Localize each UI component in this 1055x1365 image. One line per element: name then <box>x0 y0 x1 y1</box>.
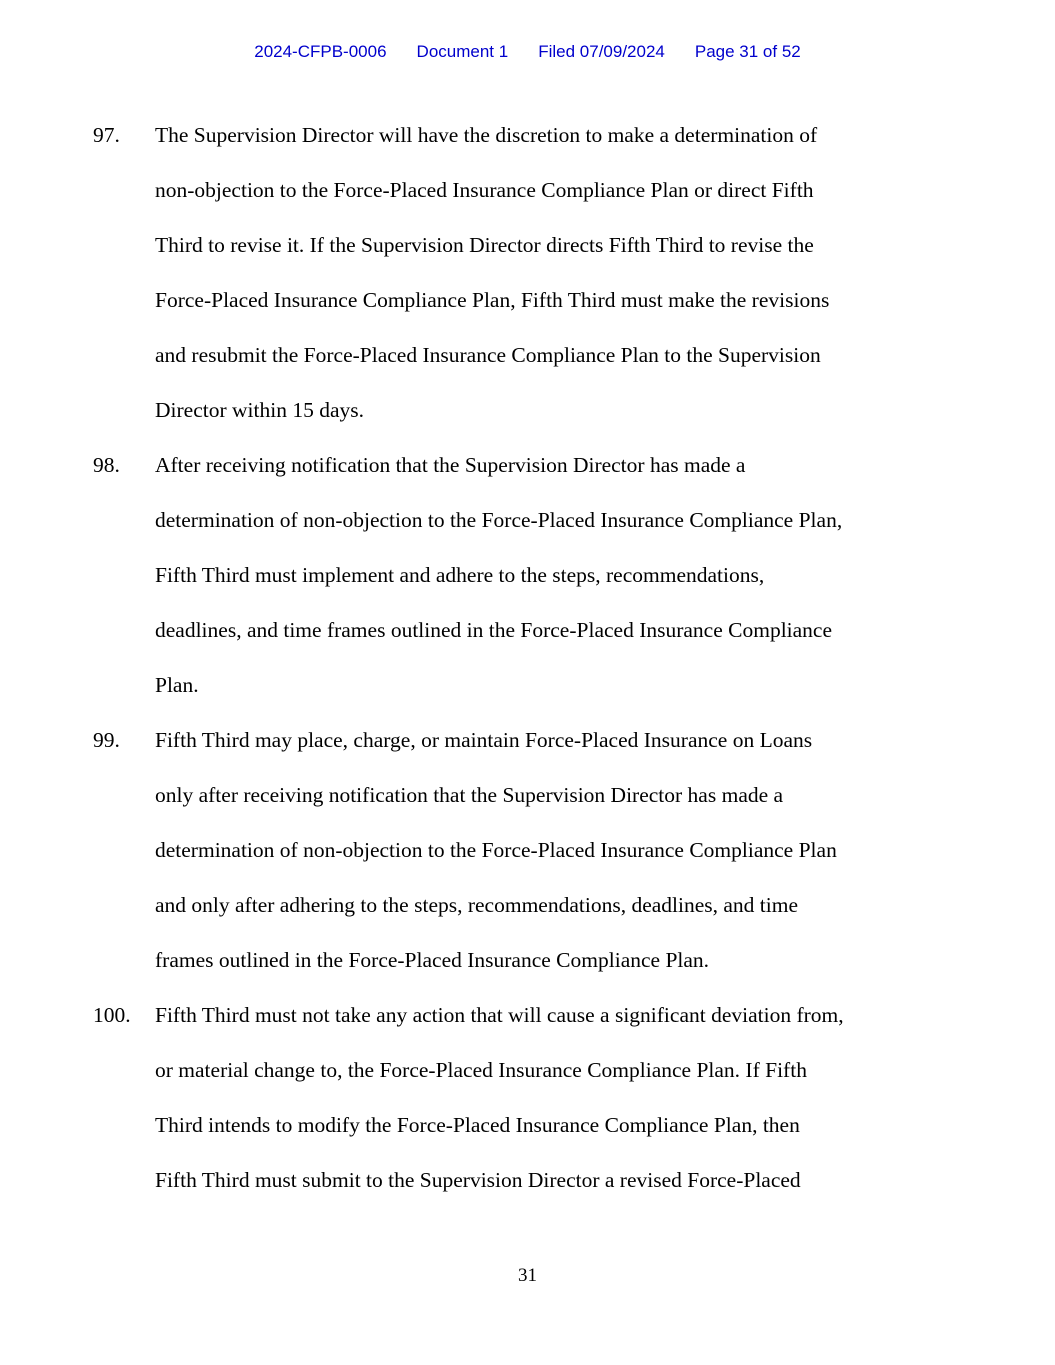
text-line: Fifth Third must submit to the Supervision Director a revised Force-Placed <box>155 1168 801 1192</box>
paragraph-number: 97. <box>93 123 120 147</box>
paragraph-number: 100. <box>93 1003 131 1027</box>
text-line: Fifth Third may place, charge, or maintain Force-Placed Insurance on Loans <box>155 728 813 752</box>
filed-date-label: Filed 07/09/2024 <box>538 42 665 61</box>
text-line: only after receiving notification that the Supervision Director has made a <box>155 783 784 807</box>
text-line: non-objection to the Force-Placed Insurance Compliance Plan or direct Fifth <box>155 178 814 202</box>
numbered-paragraph <box>0 438 1055 713</box>
text-line: determination of non-objection to the Force-Placed Insurance Compliance Plan <box>155 838 837 862</box>
text-line: Plan. <box>155 673 199 697</box>
case-number: 2024-CFPB-0006 <box>254 42 387 61</box>
page-number: 31 <box>518 1265 537 1286</box>
text-line: After receiving notification that the Supervision Director has made a <box>155 453 746 477</box>
text-line: Fifth Third must implement and adhere to the steps, recommendations, <box>155 563 765 587</box>
text-line: determination of non-objection to the Force-Placed Insurance Compliance Plan, <box>155 508 843 532</box>
court-filing-stamp <box>0 0 1055 62</box>
paragraph-text <box>155 108 1055 438</box>
numbered-paragraph <box>0 988 1055 1208</box>
paragraph-text <box>155 438 1055 713</box>
text-line: and only after adhering to the steps, recommendations, deadlines, and time <box>155 893 799 917</box>
text-line: Fifth Third must not take any action that will cause a significant deviation from, <box>155 1003 844 1027</box>
document-body <box>0 108 1055 1208</box>
text-line: Force-Placed Insurance Compliance Plan, Fifth Third must make the revisions <box>155 288 830 312</box>
text-line: Third intends to modify the Force-Placed Insurance Compliance Plan, then <box>155 1113 800 1137</box>
text-line: and resubmit the Force-Placed Insurance Compliance Plan to the Supervision <box>155 343 821 367</box>
text-line: deadlines, and time frames outlined in the Force-Placed Insurance Compliance <box>155 618 833 642</box>
page-footer <box>0 1265 1055 1287</box>
document-label: Document 1 <box>416 42 509 61</box>
page-count-label: Page 31 of 52 <box>694 42 801 61</box>
numbered-paragraph <box>0 713 1055 988</box>
text-line: The Supervision Director will have the discretion to make a determination of <box>155 123 818 147</box>
paragraph-text <box>155 713 1055 988</box>
paragraph-text <box>155 988 1055 1208</box>
text-line: Third to revise it. If the Supervision Director directs Fifth Third to revise the <box>155 233 814 257</box>
paragraph-number: 99. <box>93 728 120 752</box>
text-line: or material change to, the Force-Placed Insurance Compliance Plan. If Fifth <box>155 1058 807 1082</box>
numbered-paragraph <box>0 108 1055 438</box>
text-line: Director within 15 days. <box>155 398 364 422</box>
paragraph-number: 98. <box>93 453 120 477</box>
text-line: frames outlined in the Force-Placed Insurance Compliance Plan. <box>155 948 710 972</box>
